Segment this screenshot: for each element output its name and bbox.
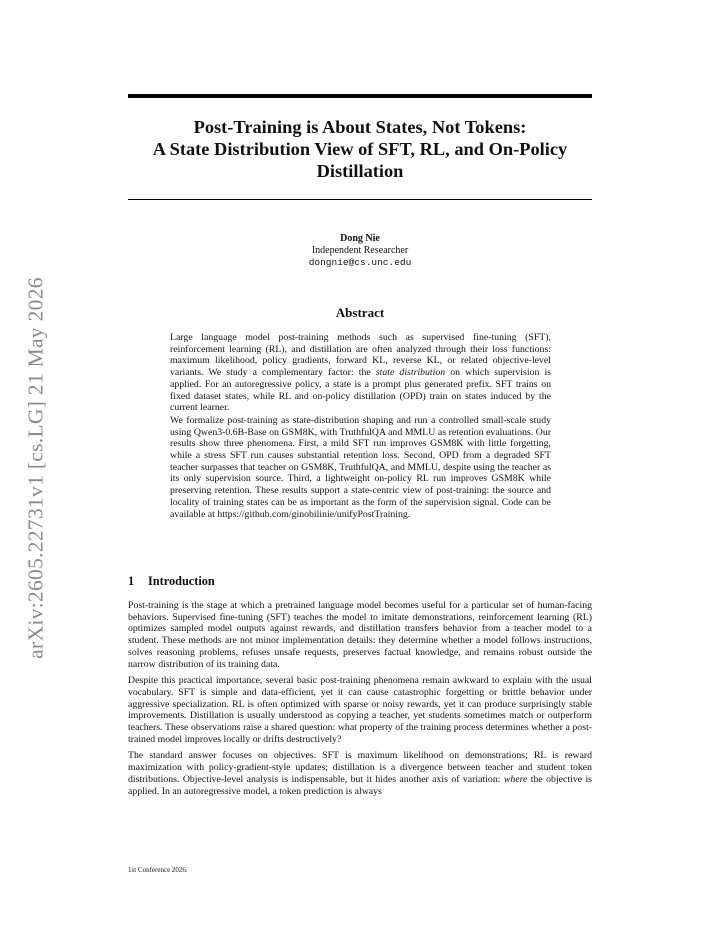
title-bottom-rule [128, 199, 592, 200]
section-number: 1 [128, 574, 135, 588]
intro-p3-text-a: The standard answer focuses on objectives. SFT is maximum likelihood on demonstrations; RL is reward maximization with policy-gradient-style updates; distillation is a divergence between teacher and student token distributions. Objective-level analysis is indispensable, but it hides another axis of variation: [128, 750, 592, 785]
title-line-3: Distillation [316, 161, 404, 181]
abstract-paragraph-1 [170, 332, 551, 414]
author-name: Dong Nie [340, 233, 380, 244]
intro-p3-text-b: the objective is applied. In an autoregressive model, a token prediction is always [128, 773, 592, 797]
abstract-p1-text-a: Large language model post-training methods such as supervised fine-tuning (SFT), reinforcement learning (RL), and distillation are often analyzed through their loss functions: maximum likelihood, policy gradients, forward KL, reverse KL, or related objective-level variants. We study a complementary factor: the [170, 332, 551, 379]
abstract-body [170, 332, 551, 521]
abstract-paragraph-2: We formalize post-training as state-distribution shaping and run a controlled small-scale study using Qwen3-0.6B-Base on GSM8K, with TruthfulQA and MMLU as retention evaluations. Our results show three phenomena. First, a mild SFT run improves GSM8K with little forgetting, while a stress SFT run causes substantial retention loss. Second, OPD from a degraded SFT teacher surpasses that teacher on GSM8K, TruthfulQA, and MMLU, despite using the teacher as its only supervision source. Third, a lightweight on-policy RL run improves GSM8K while preserving retention. These results support a state-centric view of post-training: the source and locality of training states can be as important as the form of the supervision signal. Code can be available at https://github.com/ginobilinie/unifyPostTraining. [170, 414, 551, 520]
arxiv-identifier: arXiv:2605.22731v1 [cs.LG] 21 May 2026 [23, 277, 48, 659]
intro-paragraph-1: Post-training is the stage at which a pretrained language model becomes useful for a particular set of human-facing behaviors. Supervised fine-tuning (SFT) teaches the model to imitate demonstrations, reinforcement learning (RL) optimizes sampled model outputs against rewards, and distillation transfers behavior from a teacher model to a student. These methods are not minor implementation details: they determine whether a model follows instructions, solves reasoning problems, refuses unsafe requests, preserves factual knowledge, and remains robust outside the narrow distribution of its training data. [128, 600, 592, 670]
author-affiliation: Independent Researcher [311, 245, 409, 256]
author-block [128, 233, 592, 269]
intro-paragraph-3 [128, 750, 592, 797]
author-email: dongnie@cs.unc.edu [308, 257, 412, 268]
title-line-1: Post-Training is About States, Not Tokens: [193, 117, 527, 137]
paper-title [128, 116, 592, 182]
section-title: Introduction [148, 574, 215, 588]
intro-paragraph-2: Despite this practical importance, several basic post-training phenomena remain awkward to explain with the usual vocabulary. SFT is simple and data-efficient, yet it can cause catastrophic forgetting or brittle behavior under aggressive specialization. RL is often optimized with sparse or noisy rewards, yet it can produce surprisingly stable improvements. Distillation is usually understood as copying a teacher, yet students sometimes match or outperform teachers. These observations raise a shared question: what property of the training process determines whether a post-trained model improves locally or drifts destructively? [128, 675, 592, 745]
abstract-heading: Abstract [335, 305, 385, 320]
conference-footnote: 1st Conference 2026. [128, 866, 188, 874]
abstract-p1-text-b: on which supervision is applied. For an autoregressive policy, a state is a prompt plus generated prefix. SFT trains on fixed dataset states, while RL and on-policy distillation (OPD) train on states induced by the current learner. [170, 367, 551, 414]
abstract-p1-emphasis: state distribution [375, 367, 446, 379]
intro-p3-emphasis: where [503, 773, 528, 785]
title-line-2: A State Distribution View of SFT, RL, and On-Policy [152, 139, 568, 159]
introduction-body [128, 600, 592, 802]
section-heading-introduction [128, 574, 592, 589]
title-top-rule [128, 94, 592, 98]
